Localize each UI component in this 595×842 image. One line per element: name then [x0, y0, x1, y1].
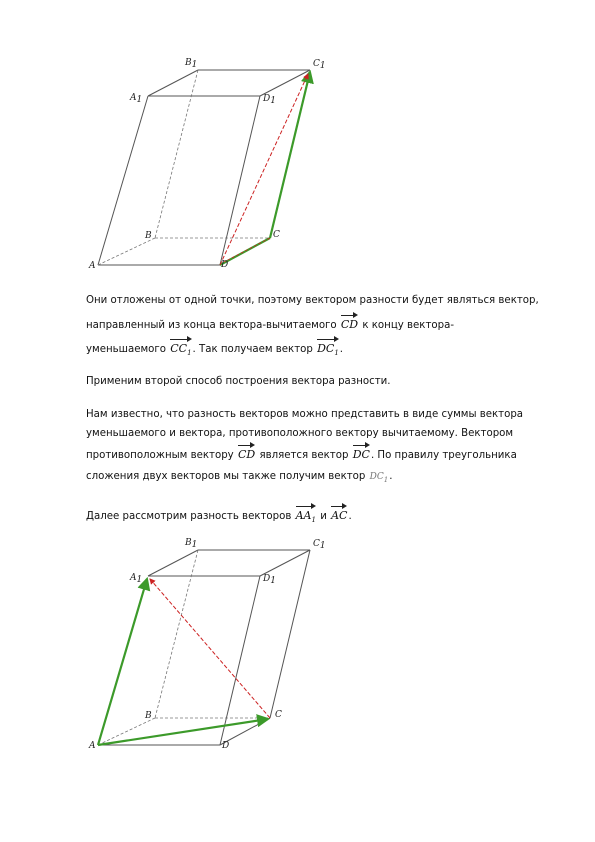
vector-ac: AC	[331, 504, 347, 522]
text-line: противоположным вектору CD является вектор DC. По правилу треугольника	[86, 443, 566, 465]
label-a: A	[89, 741, 96, 751]
label-d1: D1	[263, 94, 276, 106]
figure2-hidden-edges	[98, 550, 270, 745]
vector-cd: CD	[341, 313, 358, 331]
paragraph-3	[86, 405, 566, 486]
label-c: C	[275, 710, 282, 720]
vector-dc1: $DC_1$	[317, 337, 339, 359]
label-b: B	[145, 711, 152, 721]
text-line: уменьшаемого $CC_1$. Так получаем вектор $DC_1$.	[86, 337, 566, 359]
vector-cd: CD	[238, 443, 255, 461]
label-d: D	[221, 260, 229, 270]
vector-aa1: $AA_1$	[296, 504, 316, 526]
label-c: C	[273, 230, 280, 240]
label-d: D	[222, 741, 230, 751]
text-line: Они отложены от одной точки, поэтому вектором разности будет являться вектор,	[86, 295, 539, 306]
paragraph-1	[86, 291, 566, 359]
label-c1: C1	[313, 59, 326, 71]
label-a1: A1	[130, 93, 143, 105]
figure2-green-vectors	[98, 579, 268, 745]
vector-dc1: $DC_1$	[369, 472, 389, 484]
label-c1: C1	[313, 539, 326, 551]
paragraph-2: Применим второй способ построения вектора разности.	[86, 376, 391, 387]
label-a: A	[89, 261, 96, 271]
paragraph-4: Далее рассмотрим разность векторов $AA_1$ и AC.	[86, 504, 566, 526]
vector-cc1: $CC_1$	[170, 337, 191, 359]
label-b: B	[145, 231, 152, 241]
figure2-vector-ca1	[150, 579, 270, 718]
vector-dc: DC	[353, 443, 370, 461]
text-line: направленный из конца вектора-вычитаемого CD к концу вектора-	[86, 313, 566, 335]
label-b1: B1	[185, 538, 198, 550]
text-line: уменьшаемого и вектора, противоположного вектору вычитаемому. Вектором	[86, 428, 514, 439]
text-line: сложения двух векторов мы также получим вектор $DC_1$.	[86, 465, 566, 486]
label-b1: B1	[185, 58, 198, 70]
label-d1: D1	[263, 574, 276, 586]
figure1-hidden-edges	[98, 70, 270, 265]
label-a1: A1	[130, 573, 143, 585]
text-line: Нам известно, что разность векторов можно представить в виде суммы вектора	[86, 409, 524, 420]
